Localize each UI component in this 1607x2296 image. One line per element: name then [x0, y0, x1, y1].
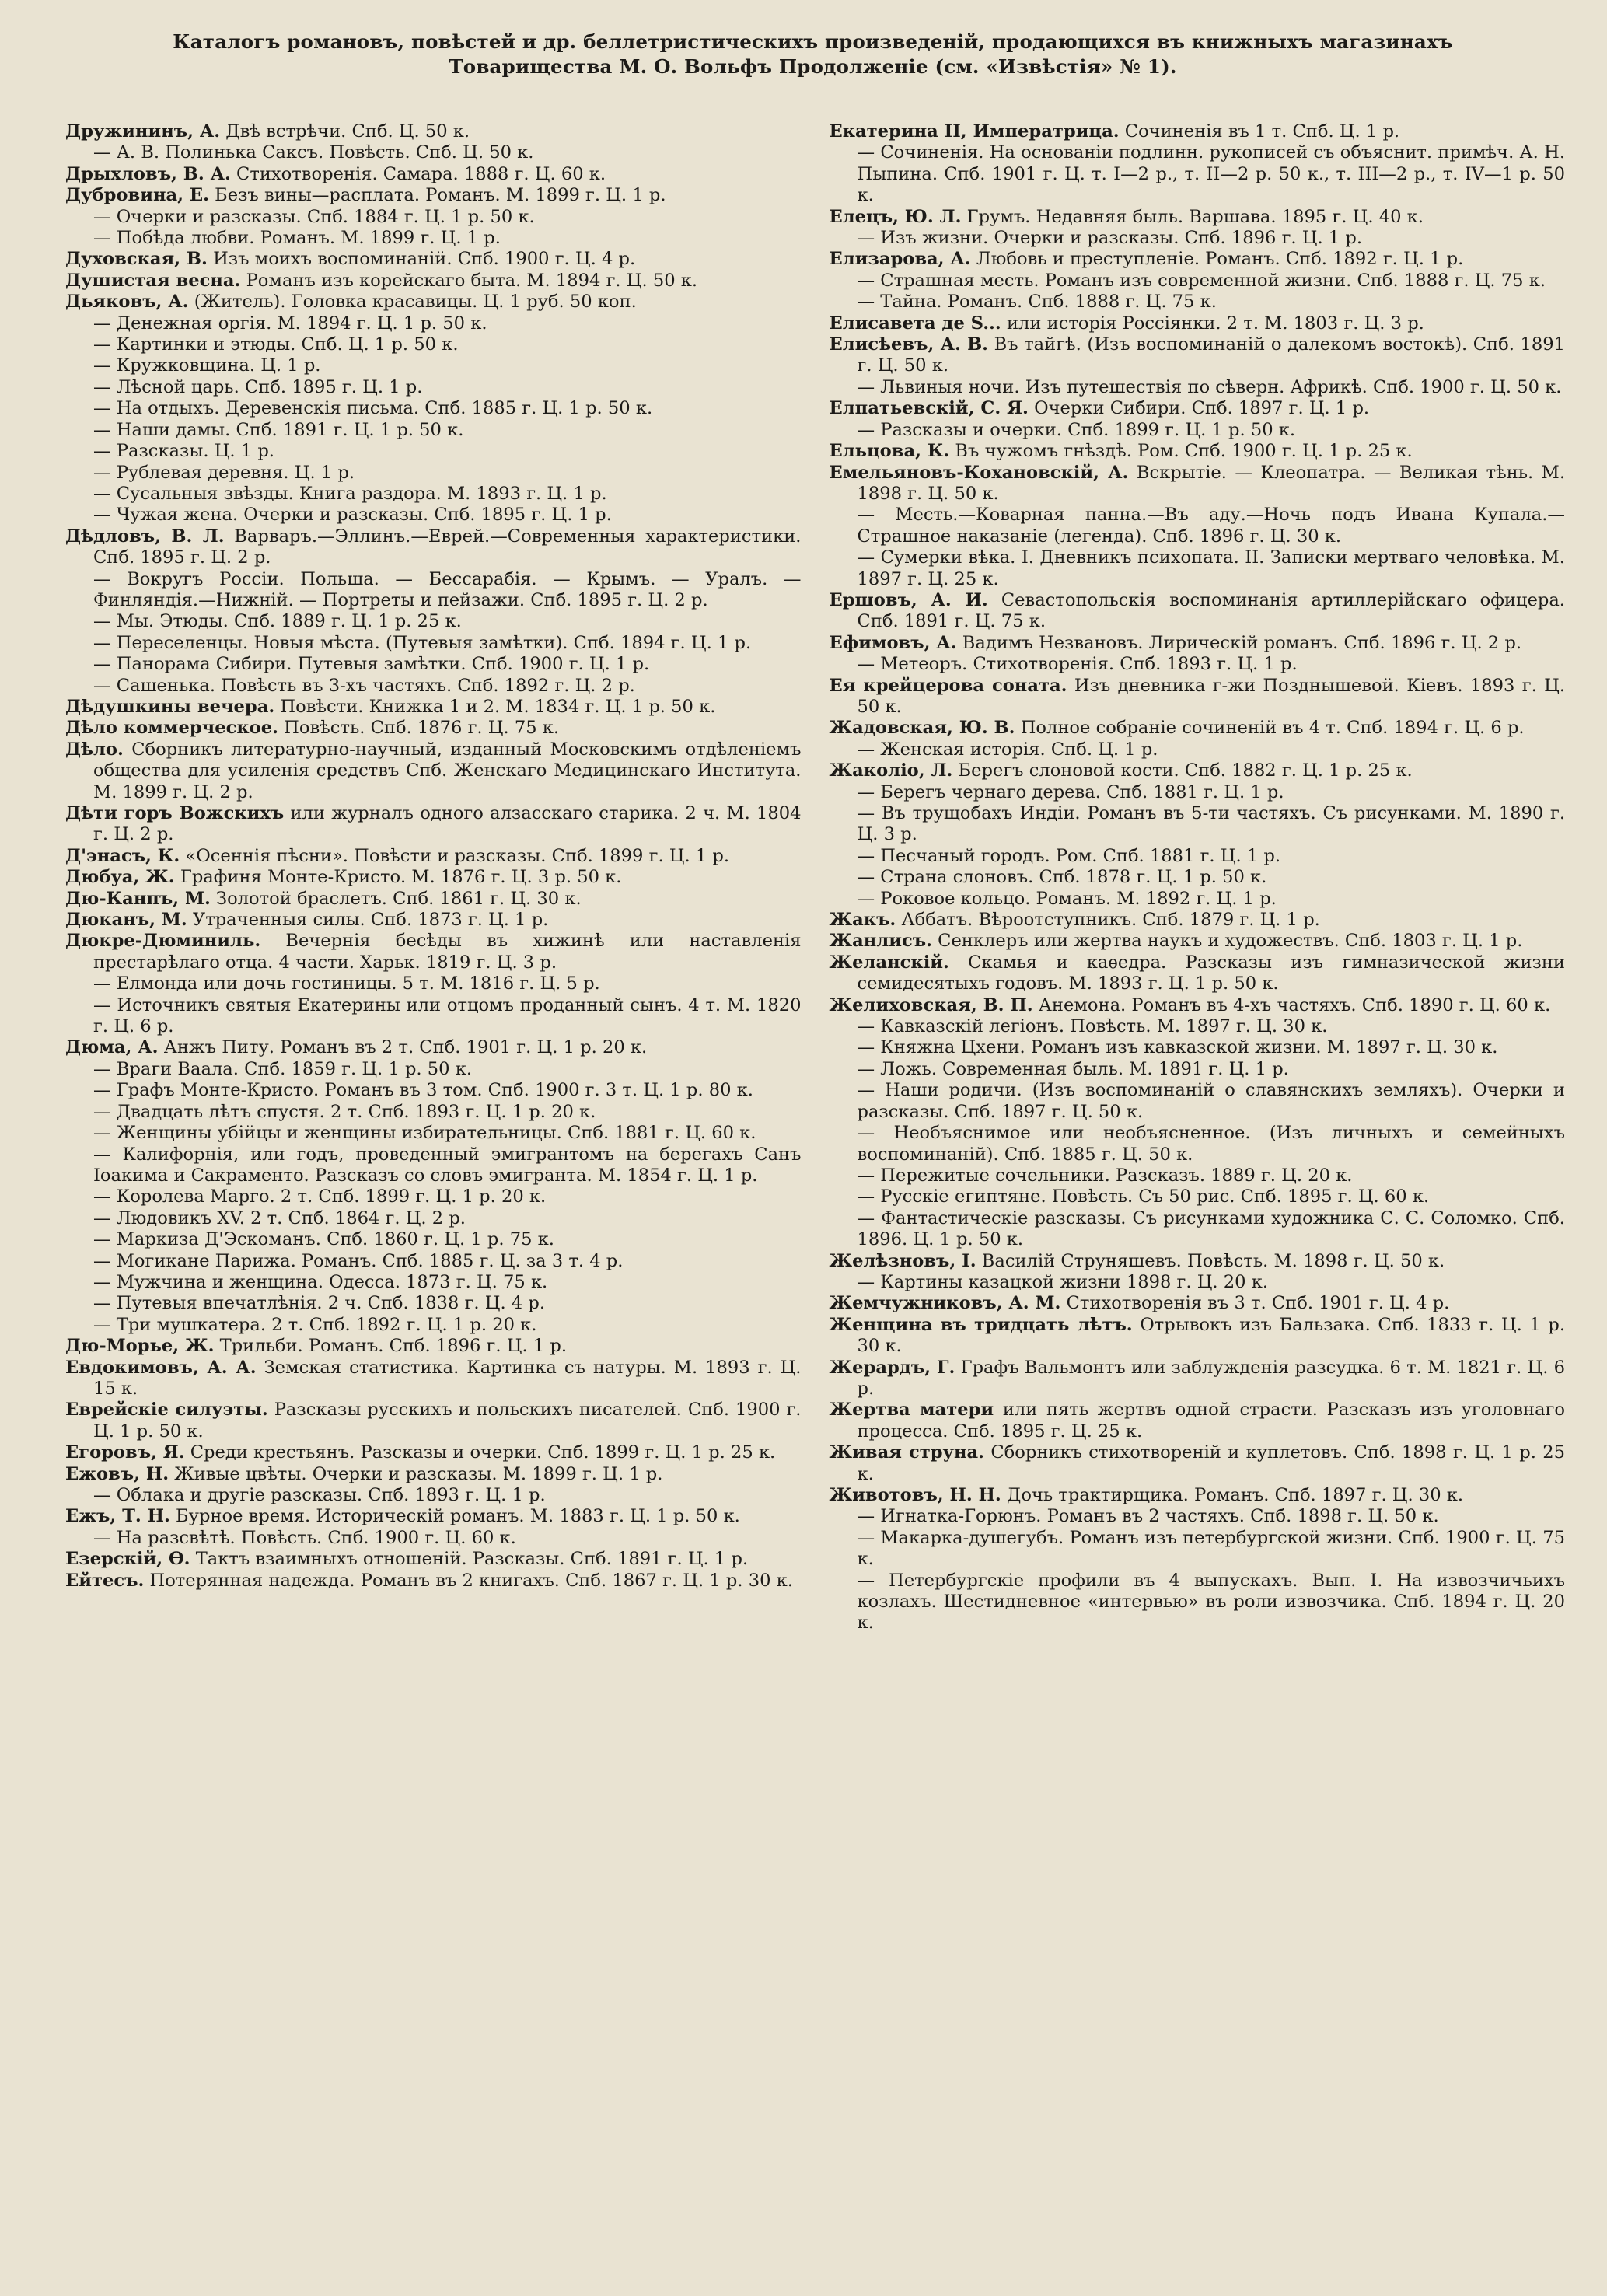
catalog-entry: [65, 867, 802, 888]
entry-heading: Ейтесъ.: [65, 1570, 145, 1591]
catalog-subentry: — Облака и другіе разсказы. Спб. 1893 г. Ц. 1 р.: [93, 1485, 802, 1506]
catalog-subentry: — Три мушкатера. 2 т. Спб. 1892 г. Ц. 1 р. 20 к.: [93, 1315, 802, 1336]
entry-heading: Живая струна.: [829, 1442, 985, 1463]
header-line-1: Каталогъ романовъ, повѣстей и др. беллетристическихъ произведеній, продающихся въ книжныхъ магазинахъ: [173, 30, 1453, 53]
catalog-subentry: — Месть.—Коварная панна.—Въ аду.—Ночь подъ Ивана Купала.—Страшное наказаніе (легенда). Спб. 1896 г. Ц. 30 к.: [858, 505, 1566, 547]
catalog-subentry: — Сусальныя звѣзды. Книга раздора. М. 1893 г. Ц. 1 р.: [93, 484, 802, 505]
entry-text: Изъ дневника г-жи Позднышевой. Кіевъ. 1893 г. Ц. 50 к.: [857, 675, 1565, 717]
entry-heading: Жадовская, Ю. В.: [829, 718, 1015, 739]
entry-text: Стихотворенія въ 3 т. Спб. 1901 г. Ц. 4 р.: [1060, 1293, 1450, 1314]
catalog-subentry: — Картинки и этюды. Спб. Ц. 1 р. 50 к.: [93, 334, 802, 355]
entry-heading: Дюбуа, Ж.: [65, 867, 175, 888]
entry-heading: Жаколіо, Л.: [829, 760, 953, 781]
catalog-subentry: — Макарка-душегубъ. Романъ изъ петербургской жизни. Спб. 1900 г. Ц. 75 к.: [858, 1528, 1566, 1571]
catalog-subentry: — Женская исторія. Спб. Ц. 1 р.: [858, 739, 1566, 760]
entry-text: Изъ моихъ воспоминаній. Спб. 1900 г. Ц. 4 р.: [207, 249, 636, 270]
entry-text: (Житель). Головка красавицы. Ц. 1 руб. 50 коп.: [188, 292, 637, 313]
entry-text: Вечернія бесѣды въ хижинѣ или наставленія престарѣлаго отца. 4 части. Харьк. 1819 г. Ц. 3 р.: [93, 931, 802, 973]
catalog-subentry: — Изъ жизни. Очерки и разсказы. Спб. 1896 г. Ц. 1 р.: [858, 228, 1566, 249]
catalog-subentry: — Чужая жена. Очерки и разсказы. Спб. 1895 г. Ц. 1 р.: [93, 505, 802, 526]
entry-heading: Ефимовъ, А.: [829, 632, 957, 653]
catalog-subentry: — Калифорнія, или годъ, проведенный эмигрантомъ на берегахъ Санъ Іоакима и Сакраменто. Разсказъ со словъ эмигранта. М. 1854 г. Ц. 1 р.: [93, 1145, 802, 1187]
catalog-subentry: — Кавказскій легіонъ. Повѣсть. М. 1897 г. Ц. 30 к.: [858, 1016, 1566, 1037]
entry-heading: Елецъ, Ю. Л.: [829, 206, 962, 227]
entry-text: Двѣ встрѣчи. Спб. Ц. 50 к.: [220, 121, 470, 142]
catalog-subentry: — Побѣда любви. Романъ. М. 1899 г. Ц. 1 р.: [93, 228, 802, 249]
catalog-entry: [829, 313, 1566, 334]
entry-heading: Дѣло коммерческое.: [65, 718, 278, 739]
catalog-subentry: — На разсвѣтѣ. Повѣсть. Спб. 1900 г. Ц. 60 к.: [93, 1528, 802, 1549]
catalog-subentry: — Пережитые сочельники. Разсказъ. 1889 г. Ц. 20 к.: [858, 1165, 1566, 1186]
catalog-subentry: — Берегъ чернаго дерева. Спб. 1881 г. Ц. 1 р.: [858, 782, 1566, 803]
entry-heading: Жертва матери: [829, 1400, 994, 1421]
entry-heading: Егоровъ, Я.: [65, 1442, 185, 1463]
catalog-entry: [65, 803, 802, 846]
entry-text: Трильби. Романъ. Спб. 1896 г. Ц. 1 р.: [214, 1336, 568, 1357]
catalog-entry: [829, 1442, 1566, 1485]
catalog-entry: [829, 121, 1566, 142]
catalog-entry: [829, 718, 1566, 739]
catalog-entry: [65, 1037, 802, 1058]
catalog-entry: [829, 1400, 1566, 1442]
catalog-entry: [829, 1250, 1566, 1272]
catalog-header: [65, 30, 1560, 79]
entry-heading: Дружининъ, А.: [65, 121, 221, 142]
entry-heading: Елпатьевскій, С. Я.: [829, 398, 1029, 419]
catalog-entry: [65, 270, 802, 292]
entry-heading: Желѣзновъ, I.: [829, 1250, 976, 1271]
entry-text: Сборникъ литературно-научный, изданный Московскимъ отдѣленіемъ общества для усиленія средствъ Спб. Женскаго Медицинскаго Института. М. 1899 г. Ц. 2 р.: [93, 739, 802, 802]
entry-heading: Ея крейцерова соната.: [829, 675, 1067, 696]
catalog-subentry: — Сочиненія. На основаніи подлинн. рукописей съ объяснит. примѣч. А. Н. Пыпина. Спб. 1901 г. Ц. т. I—2 р., т. II—2 р. 50 к., т. III—2 р., т. IV—1 р. 50 к.: [858, 142, 1566, 206]
catalog-entry: [65, 526, 802, 569]
entry-heading: Д'энасъ, К.: [65, 845, 180, 866]
header-line-2: Товарищества М. О. Вольфъ Продолженіе (см. «Извѣстія» № 1).: [449, 55, 1177, 78]
catalog-subentry: — Львиныя ночи. Изъ путешествія по сѣверн. Африкѣ. Спб. 1900 г. Ц. 50 к.: [858, 377, 1566, 398]
catalog-subentry: — Страшная месть. Романъ изъ современной жизни. Спб. 1888 г. Ц. 75 к.: [858, 271, 1566, 292]
entry-heading: Ершовъ, А. И.: [829, 589, 988, 610]
entry-text: или исторія Россіянки. 2 т. М. 1803 г. Ц. 3 р.: [1001, 313, 1424, 334]
catalog-subentry: — Картины казацкой жизни 1898 г. Ц. 20 к.: [858, 1272, 1566, 1293]
entry-heading: Жерардъ, Г.: [829, 1357, 955, 1378]
entry-heading: Дюканъ, М.: [65, 910, 187, 931]
entry-text: Очерки Сибири. Спб. 1897 г. Ц. 1 р.: [1028, 398, 1370, 419]
entry-text: Сенклеръ или жертва наукъ и художествъ. Спб. 1803 г. Ц. 1 р.: [931, 931, 1523, 952]
catalog-entry: [829, 1357, 1566, 1400]
catalog-subentry: — Путевыя впечатлѣнія. 2 ч. Спб. 1838 г. Ц. 4 р.: [93, 1293, 802, 1314]
entry-text: Сборникъ стихотвореній и куплетовъ. Спб. 1898 г. Ц. 1 р. 25 к.: [857, 1442, 1565, 1484]
entry-text: Повѣсть. Спб. 1876 г. Ц. 75 к.: [278, 718, 560, 739]
entry-text: Стихотворенія. Самара. 1888 г. Ц. 60 к.: [230, 163, 606, 184]
catalog-entry: [829, 441, 1566, 462]
catalog-subentry: — Могикане Парижа. Романъ. Спб. 1885 г. Ц. за 3 т. 4 р.: [93, 1251, 802, 1272]
entry-text: Потерянная надежда. Романъ въ 2 книгахъ. Спб. 1867 г. Ц. 1 р. 30 к.: [144, 1570, 793, 1591]
catalog-subentry: — Людовикъ XV. 2 т. Спб. 1864 г. Ц. 2 р.: [93, 1208, 802, 1229]
entry-text: Скамья и каѳедра. Разсказы изъ гимназической жизни семидесятыхъ годовъ. М. 1893 г. Ц. 1 р. 50 к.: [857, 952, 1565, 994]
entry-text: Берегъ слоновой кости. Спб. 1882 г. Ц. 1 р. 25 к.: [952, 760, 1413, 781]
entry-heading: Дюма, А.: [65, 1037, 159, 1058]
entry-text: Вадимъ Незвановъ. Лирическій романъ. Спб. 1896 г. Ц. 2 р.: [956, 632, 1522, 653]
catalog-subentry: — Двадцать лѣтъ спустя. 2 т. Спб. 1893 г. Ц. 1 р. 20 к.: [93, 1102, 802, 1123]
entry-heading: Ежъ, Т. Н.: [65, 1506, 170, 1527]
catalog-subentry: — Разсказы и очерки. Спб. 1899 г. Ц. 1 р. 50 к.: [858, 420, 1566, 441]
catalog-subentry: — Наши дамы. Спб. 1891 г. Ц. 1 р. 50 к.: [93, 420, 802, 441]
catalog-entry: [65, 121, 802, 142]
entry-heading: Дьяковъ, А.: [65, 292, 189, 313]
catalog-entry: [829, 675, 1566, 718]
catalog-subentry: — Мужчина и женщина. Одесса. 1873 г. Ц. 75 к.: [93, 1272, 802, 1293]
catalog-subentry: — Игнатка-Горюнъ. Романъ въ 2 частяхъ. Спб. 1898 г. Ц. 50 к.: [858, 1506, 1566, 1527]
entry-text: Повѣсти. Книжка 1 и 2. М. 1834 г. Ц. 1 р. 50 к.: [274, 696, 716, 717]
catalog-subentry: — Песчаный городъ. Ром. Спб. 1881 г. Ц. 1 р.: [858, 846, 1566, 867]
catalog-entry: [829, 952, 1566, 995]
catalog-entry: [65, 1570, 802, 1592]
catalog-subentry: — Петербургскіе профили въ 4 выпускахъ. Вып. I. На извозчичьихъ козлахъ. Шестидневное «интервью» въ роли извозчика. Спб. 1894 г. Ц. 20 к.: [858, 1571, 1566, 1634]
catalog-subentry: — Графъ Монте-Кристо. Романъ въ 3 том. Спб. 1900 г. 3 т. Ц. 1 р. 80 к.: [93, 1080, 802, 1101]
catalog-subentry: — Въ трущобахъ Индіи. Романъ въ 5-ти частяхъ. Съ рисунками. М. 1890 г. Ц. 3 р.: [858, 803, 1566, 846]
catalog-subentry: — Враги Ваала. Спб. 1859 г. Ц. 1 р. 50 к.: [93, 1059, 802, 1080]
entry-heading: Еврейскіе силуэты.: [65, 1400, 268, 1421]
entry-text: Безъ вины—расплата. Романъ. М. 1899 г. Ц. 1 р.: [208, 185, 666, 206]
entry-heading: Елисавета де S...: [829, 313, 1001, 334]
entry-text: Разсказы русскихъ и польскихъ писателей. Спб. 1900 г. Ц. 1 р. 50 к.: [93, 1400, 802, 1442]
catalog-entry: [65, 888, 802, 910]
entry-text: или журналъ одного алзасскаго старика. 2 ч. М. 1804 г. Ц. 2 р.: [93, 803, 802, 845]
catalog-entry: [65, 1549, 802, 1570]
catalog-entry: [829, 632, 1566, 654]
catalog-entry: [65, 249, 802, 270]
catalog-entry: [65, 910, 802, 931]
catalog-entry: [829, 910, 1566, 931]
entry-heading: Дѣло.: [65, 739, 124, 760]
entry-heading: Ежовъ, Н.: [65, 1463, 169, 1484]
catalog-entry: [65, 931, 802, 973]
catalog-subentry: — Сумерки вѣка. I. Дневникъ психопата. II. Записки мертваго человѣка. М. 1897 г. Ц. 25 к.: [858, 547, 1566, 590]
catalog-entry: [829, 462, 1566, 505]
entry-heading: Елизарова, А.: [829, 249, 971, 270]
entry-heading: Дю-Канпъ, М.: [65, 888, 211, 909]
entry-heading: Евдокимовъ, А. А.: [65, 1357, 257, 1378]
catalog-subentry: — Страна слоновъ. Спб. 1878 г. Ц. 1 р. 50 к.: [858, 867, 1566, 888]
catalog-subentry: — Лѣсной царь. Спб. 1895 г. Ц. 1 р.: [93, 377, 802, 398]
catalog-entry: [65, 1400, 802, 1442]
entry-text: «Осеннія пѣсни». Повѣсти и разсказы. Спб. 1899 г. Ц. 1 р.: [180, 845, 730, 866]
entry-heading: Желиховская, В. П.: [829, 994, 1033, 1015]
entry-text: Аббатъ. Вѣроотступникъ. Спб. 1879 г. Ц. 1 р.: [896, 910, 1320, 931]
catalog-entry: [65, 1463, 802, 1485]
catalog-subentry: — Рублевая деревня. Ц. 1 р.: [93, 463, 802, 484]
entry-text: Отрывокъ изъ Бальзака. Спб. 1833 г. Ц. 1 р. 30 к.: [857, 1314, 1566, 1357]
entry-text: Вскрытіе. — Клеопатра. — Великая тѣнь. М. 1898 г. Ц. 50 к.: [857, 462, 1565, 504]
entry-text: Графъ Вальмонтъ или заблужденія разсудка. 6 т. М. 1821 г. Ц. 6 р.: [857, 1357, 1565, 1399]
catalog-subentry: — Роковое кольцо. Романъ. М. 1892 г. Ц. 1 р.: [858, 889, 1566, 910]
right-column: [830, 121, 1566, 1634]
entry-heading: Жемчужниковъ, А. М.: [829, 1293, 1061, 1314]
entry-text: Графиня Монте-Кристо. М. 1876 г. Ц. 3 р. 50 к.: [174, 867, 622, 888]
entry-text: или пять жертвъ одной страсти. Разсказъ изъ уголовнаго процесса. Спб. 1895 г. Ц. 25 к.: [857, 1400, 1565, 1442]
entry-text: Севастопольскія воспоминанія артиллерійскаго офицера. Спб. 1891 г. Ц. 75 к.: [857, 589, 1565, 632]
entry-text: Романъ изъ корейскаго быта. М. 1894 г. Ц. 50 к.: [240, 270, 698, 291]
left-column: [65, 121, 802, 1634]
entry-text: Утраченныя силы. Спб. 1873 г. Ц. 1 р.: [187, 910, 549, 931]
catalog-subentry: — Необъяснимое или необъясненное. (Изъ личныхъ и семейныхъ воспоминаній). Спб. 1885 г. Ц. 50 к.: [858, 1123, 1566, 1165]
entry-heading: Жакъ.: [829, 910, 896, 931]
entry-heading: Желанскій.: [829, 952, 949, 973]
entry-heading: Дю-Морье, Ж.: [65, 1336, 215, 1357]
catalog-subentry: — Наши родичи. (Изъ воспоминаній о славянскихъ земляхъ). Очерки и разсказы. Спб. 1897 г. Ц. 50 к.: [858, 1080, 1566, 1123]
entry-heading: Дѣдловъ, В. Л.: [65, 526, 225, 547]
entry-heading: Екатерина II, Императрица.: [829, 121, 1120, 142]
catalog-entry: [829, 931, 1566, 952]
entry-text: Живые цвѣты. Очерки и разсказы. М. 1899 г. Ц. 1 р.: [169, 1463, 663, 1484]
entry-heading: Ельцова, К.: [829, 441, 950, 462]
catalog-entry: [829, 334, 1566, 377]
catalog-subentry: — Мы. Этюды. Спб. 1889 г. Ц. 1 р. 25 к.: [93, 611, 802, 632]
entry-heading: Дрыхловъ, В. А.: [65, 163, 231, 184]
catalog-entry: [829, 994, 1566, 1016]
entry-heading: Езерскій, Ѳ.: [65, 1549, 190, 1570]
entry-text: Любовь и преступленіе. Романъ. Спб. 1892 г. Ц. 1 р.: [970, 249, 1464, 270]
entry-text: Варваръ.—Эллинъ.—Еврей.—Современныя характеристики. Спб. 1895 г. Ц. 2 р.: [93, 526, 802, 568]
catalog-subentry: — Источникъ святыя Екатерины или отцомъ проданный сынъ. 4 т. М. 1820 г. Ц. 6 р.: [93, 995, 802, 1038]
catalog-subentry: — Елмонда или дочь гостиницы. 5 т. М. 1816 г. Ц. 5 р.: [93, 973, 802, 994]
entry-text: Полное собраніе сочиненій въ 4 т. Спб. 1894 г. Ц. 6 р.: [1015, 718, 1525, 739]
catalog-entry: [65, 292, 802, 313]
entry-text: Золотой браслетъ. Спб. 1861 г. Ц. 30 к.: [210, 888, 582, 909]
catalog-entry: [65, 718, 802, 739]
catalog-entry: [65, 1442, 802, 1463]
entry-heading: Дѣдушкины вечера.: [65, 696, 275, 717]
entry-heading: Елисѣевъ, А. В.: [829, 334, 989, 355]
catalog-columns: [65, 121, 1565, 1634]
catalog-subentry: — А. В. Полинька Саксъ. Повѣсть. Спб. Ц. 50 к.: [93, 142, 802, 163]
entry-heading: Животовъ, Н. Н.: [829, 1485, 1001, 1505]
catalog-subentry: — Панорама Сибири. Путевыя замѣтки. Спб. 1900 г. Ц. 1 р.: [93, 654, 802, 675]
entry-text: Сочиненія въ 1 т. Спб. Ц. 1 р.: [1119, 121, 1400, 142]
catalog-entry: [65, 1336, 802, 1357]
entry-text: Анемона. Романъ въ 4-хъ частяхъ. Спб. 1890 г. Ц. 60 к.: [1032, 994, 1551, 1015]
catalog-subentry: — Русскіе египтяне. Повѣсть. Съ 50 рис. Спб. 1895 г. Ц. 60 к.: [858, 1186, 1566, 1207]
catalog-subentry: — Очерки и разсказы. Спб. 1884 г. Ц. 1 р. 50 к.: [93, 207, 802, 228]
entry-text: Грумъ. Недавняя быль. Варшава. 1895 г. Ц. 40 к.: [961, 206, 1424, 227]
catalog-subentry: — Женщины убійцы и женщины избирательницы. Спб. 1881 г. Ц. 60 к.: [93, 1123, 802, 1144]
entry-text: Анжъ Питу. Романъ въ 2 т. Спб. 1901 г. Ц. 1 р. 20 к.: [158, 1037, 648, 1058]
catalog-entry: [65, 845, 802, 867]
catalog-subentry: — Сашенька. Повѣсть въ 3-хъ частяхъ. Спб. 1892 г. Ц. 2 р.: [93, 676, 802, 697]
catalog-subentry: — Денежная оргія. М. 1894 г. Ц. 1 р. 50 к.: [93, 313, 802, 334]
entry-text: Среди крестьянъ. Разсказы и очерки. Спб. 1899 г. Ц. 1 р. 25 к.: [184, 1442, 776, 1463]
catalog-entry: [829, 249, 1566, 270]
catalog-subentry: — Княжна Цхени. Романъ изъ кавказской жизни. М. 1897 г. Ц. 30 к.: [858, 1037, 1566, 1058]
entry-heading: Дѣти горъ Вожскихъ: [65, 803, 285, 823]
entry-text: Василій Струняшевъ. Повѣсть. М. 1898 г. Ц. 50 к.: [976, 1250, 1445, 1271]
entry-heading: Дубровина, Е.: [65, 185, 209, 206]
entry-heading: Душистая весна.: [65, 270, 241, 291]
catalog-entry: [65, 696, 802, 718]
entry-text: Тактъ взаимныхъ отношеній. Разсказы. Спб. 1891 г. Ц. 1 р.: [190, 1549, 749, 1570]
catalog-entry: [829, 1485, 1566, 1506]
catalog-entry: [829, 760, 1566, 781]
catalog-subentry: — Фантастическіе разсказы. Съ рисунками художника С. С. Соломко. Спб. 1896. Ц. 1 р. 50 к.: [858, 1208, 1566, 1251]
catalog-entry: [65, 185, 802, 206]
catalog-entry: [829, 1314, 1566, 1358]
entry-heading: Жанлисъ.: [829, 931, 932, 952]
entry-text: Земская статистика. Картинка съ натуры. М. 1893 г. Ц. 15 к.: [93, 1357, 802, 1399]
catalog-entry: [829, 206, 1566, 228]
catalog-subentry: — Королева Марго. 2 т. Спб. 1899 г. Ц. 1 р. 20 к.: [93, 1186, 802, 1207]
catalog-subentry: — Метеоръ. Стихотворенія. Спб. 1893 г. Ц. 1 р.: [858, 654, 1566, 675]
catalog-subentry: — Разсказы. Ц. 1 р.: [93, 441, 802, 462]
catalog-subentry: — Вокругъ Россіи. Польша. — Бессарабія. — Крымъ. — Уралъ. — Финляндія.—Нижній. — Портреты и пейзажи. Спб. 1895 г. Ц. 2 р.: [93, 569, 802, 612]
catalog-entry: [65, 163, 802, 185]
entry-text: Въ тайгѣ. (Изъ воспоминаній о далекомъ востокѣ). Спб. 1891 г. Ц. 50 к.: [857, 334, 1565, 376]
catalog-subentry: — Кружковщина. Ц. 1 р.: [93, 355, 802, 376]
entry-text: Дочь трактирщика. Романъ. Спб. 1897 г. Ц. 30 к.: [1001, 1485, 1464, 1505]
catalog-subentry: — Тайна. Романъ. Спб. 1888 г. Ц. 75 к.: [858, 292, 1566, 313]
entry-heading: Духовская, В.: [65, 249, 208, 270]
catalog-entry: [829, 398, 1566, 419]
entry-text: Бурное время. Историческій романъ. М. 1883 г. Ц. 1 р. 50 к.: [169, 1506, 740, 1527]
catalog-subentry: — Переселенцы. Новыя мѣста. (Путевыя замѣтки). Спб. 1894 г. Ц. 1 р.: [93, 633, 802, 654]
catalog-subentry: — Ложь. Современная быль. М. 1891 г. Ц. 1 р.: [858, 1059, 1566, 1080]
catalog-entry: [829, 589, 1566, 633]
entry-text: Въ чужомъ гнѣздѣ. Ром. Спб. 1900 г. Ц. 1 р. 25 к.: [949, 441, 1413, 462]
entry-heading: Женщина въ тридцать лѣтъ.: [829, 1314, 1133, 1335]
catalog-entry: [65, 739, 802, 803]
catalog-entry: [65, 1357, 802, 1400]
entry-heading: Дюкре-Дюминиль.: [65, 931, 261, 952]
catalog-entry: [829, 1293, 1566, 1314]
catalog-subentry: — На отдыхъ. Деревенскія письма. Спб. 1885 г. Ц. 1 р. 50 к.: [93, 398, 802, 419]
catalog-subentry: — Маркиза Д'Эскоманъ. Спб. 1860 г. Ц. 1 р. 75 к.: [93, 1229, 802, 1250]
catalog-entry: [65, 1506, 802, 1527]
entry-heading: Емельяновъ-Кохановскій, А.: [829, 462, 1129, 483]
